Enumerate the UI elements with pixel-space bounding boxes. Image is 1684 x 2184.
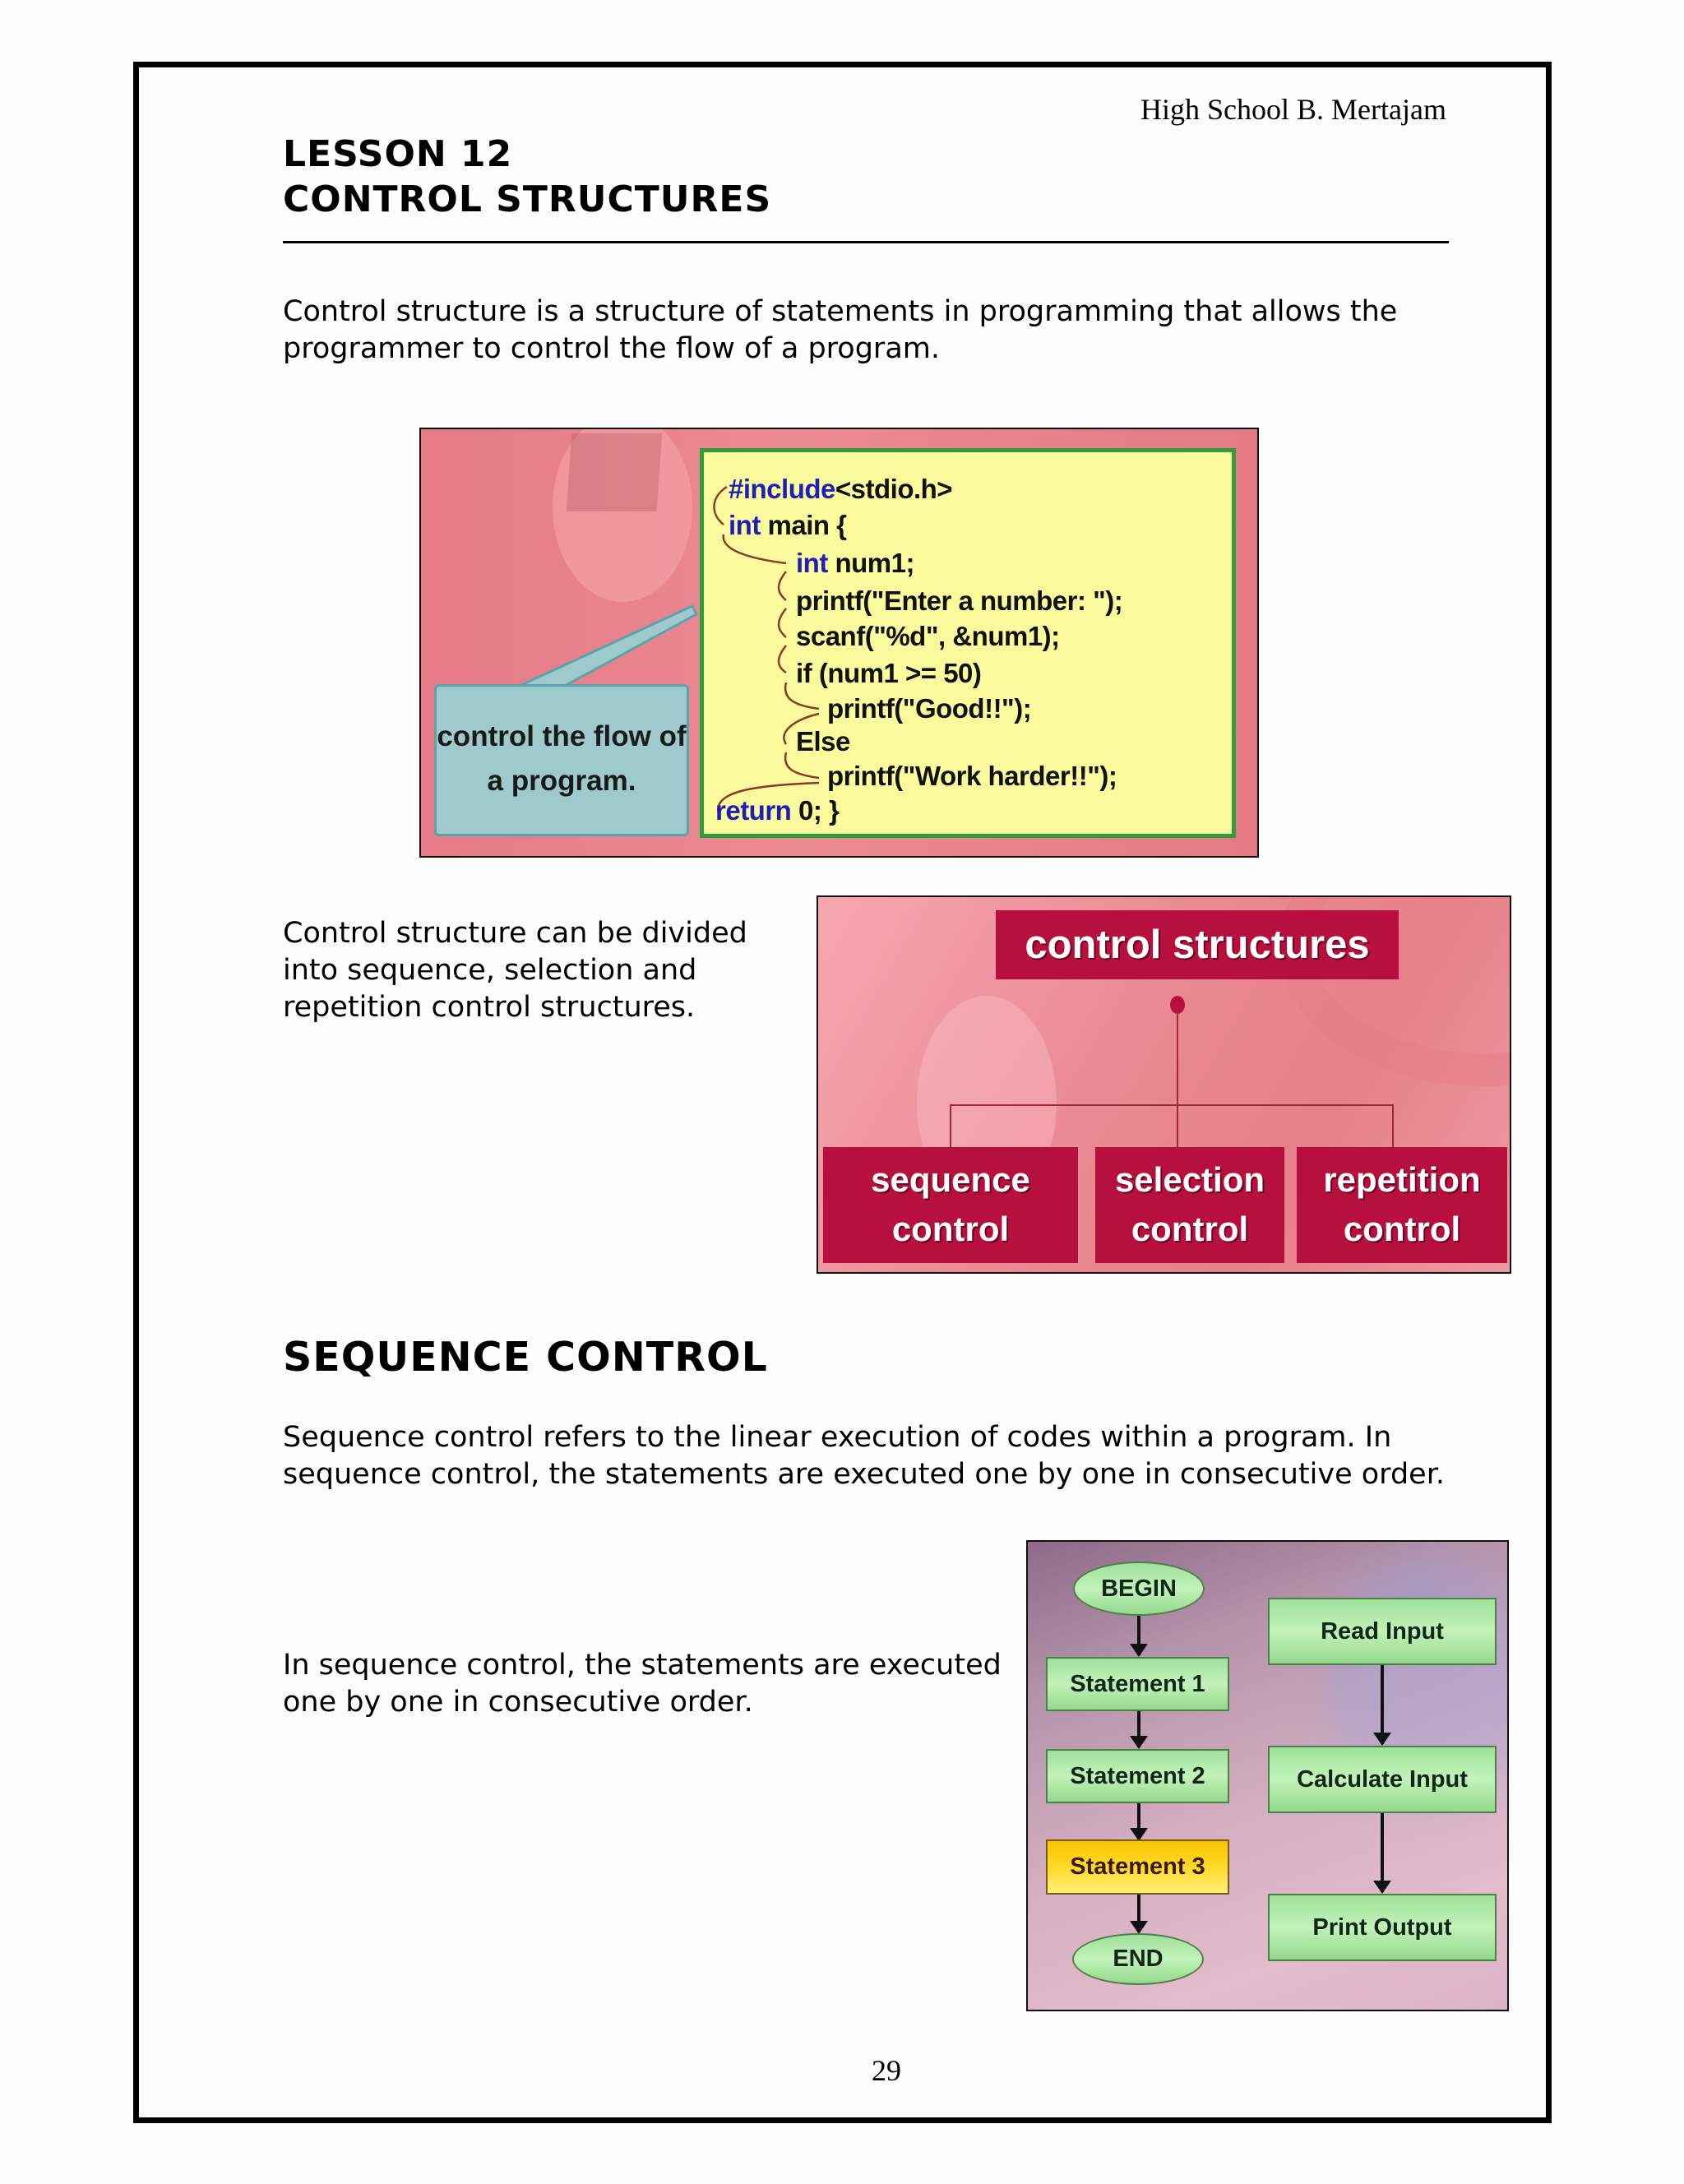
code-line: #include<stdio.h> (729, 474, 953, 504)
code-box (700, 448, 1236, 838)
code-example-figure (419, 428, 1259, 858)
code-line: printf("Enter a number: "); (796, 585, 1123, 616)
code-line: if (num1 >= 50) (796, 658, 982, 688)
intro-paragraph: Control structure is a structure of statements in programming that allows the programmer to control the flow of a program. (283, 295, 1398, 365)
flow-end-node: END (1072, 1933, 1204, 1985)
diagram-root-node: control structures (996, 910, 1399, 979)
flow-statement-2: Statement 2 (1046, 1749, 1229, 1803)
code-line: int num1; (796, 548, 914, 578)
section-heading: SEQUENCE CONTROL (283, 1334, 768, 1381)
flow-read-input: Read Input (1268, 1598, 1497, 1665)
lesson-topic: CONTROL STRUCTURES (283, 178, 772, 220)
arrow-down-icon (1381, 1813, 1384, 1892)
code-line: Else (796, 726, 850, 757)
callout-box: control the flow of a program. (434, 684, 689, 836)
code-line: int main { (729, 510, 847, 540)
code-line: scanf("%d", &num1); (796, 621, 1060, 651)
arrow-down-icon (1381, 1665, 1384, 1744)
node-sequence-control: sequence control (823, 1147, 1078, 1263)
control-structures-diagram (817, 895, 1511, 1274)
page-number: 29 (872, 2054, 901, 2087)
sequence-definition-paragraph: Sequence control refers to the linear execution of codes within a program. In sequence control, the statements are executed one by one in consecutive order. (283, 1421, 1446, 1491)
school-header: High School B. Mertajam (1140, 93, 1446, 126)
arrow-down-icon (1137, 1895, 1140, 1932)
node-repetition-control: repetition control (1297, 1147, 1507, 1263)
flow-print-output: Print Output (1268, 1894, 1497, 1961)
connector-line (1177, 1012, 1178, 1148)
flow-begin-node: BEGIN (1073, 1562, 1205, 1616)
connector-line (950, 1104, 1394, 1106)
sequence-note-paragraph: In sequence control, the statements are executed one by one in consecutive order. (283, 1649, 1002, 1719)
title-divider (283, 241, 1449, 243)
connector-line (1392, 1104, 1394, 1147)
lesson-number: LESSON 12 (283, 133, 513, 175)
flow-statement-3: Statement 3 (1046, 1839, 1229, 1895)
arrow-down-icon (1137, 1711, 1140, 1747)
flow-statement-1: Statement 1 (1046, 1657, 1229, 1711)
code-line: printf("Work harder!!"); (827, 761, 1117, 791)
node-selection-control: selection control (1095, 1147, 1284, 1263)
arrow-down-icon (1137, 1616, 1140, 1655)
lesson-title (283, 132, 771, 222)
code-line: printf("Good!!"); (827, 693, 1032, 724)
connector-line (950, 1104, 951, 1147)
flow-calculate-input: Calculate Input (1268, 1746, 1497, 1813)
divided-paragraph: Control structure can be divided into sequence, selection and repetition control structures. (283, 917, 747, 1024)
arrow-down-icon (1137, 1803, 1140, 1839)
code-line: return 0; } (715, 795, 840, 826)
sequence-flowchart (1026, 1540, 1509, 2011)
connector-dot (1170, 996, 1185, 1014)
